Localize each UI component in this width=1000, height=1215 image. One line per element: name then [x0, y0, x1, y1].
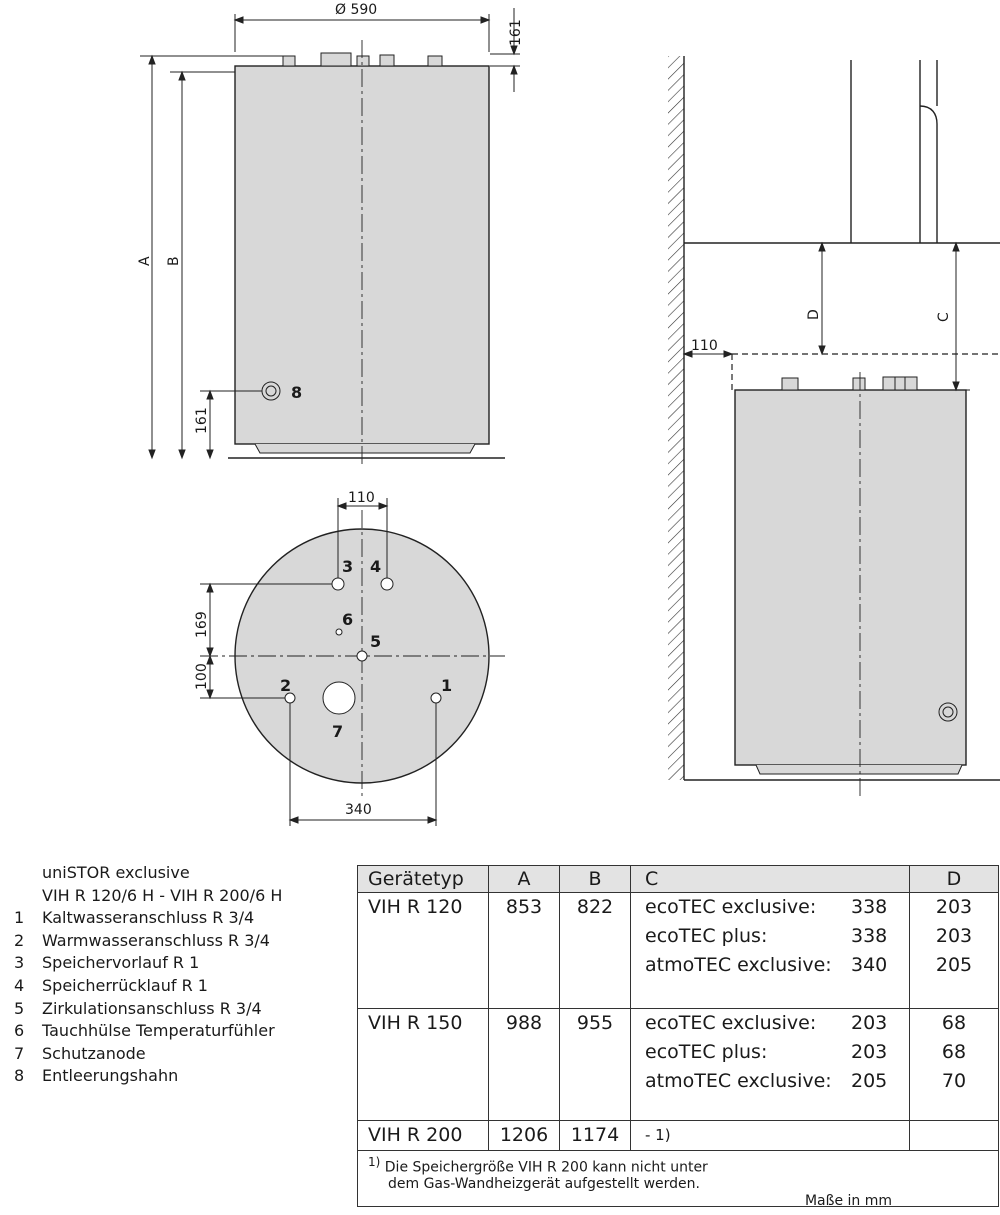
table-row: VIH R 200 1206 1174 - 1): [358, 1121, 998, 1151]
dim-a-label: A: [137, 256, 153, 266]
dimension-table: [357, 865, 999, 1207]
dim-diameter: Ø 590: [335, 2, 377, 18]
header-a: A: [489, 866, 560, 893]
side-view: [668, 56, 1000, 800]
dim-d-label: D: [806, 309, 822, 320]
header-c: C: [631, 866, 910, 893]
top-view: [200, 498, 505, 826]
dim-drain-height: 161: [194, 407, 210, 434]
legend-item: 7 Schutzanode: [14, 1043, 282, 1066]
label-7: 7: [332, 722, 343, 741]
label-2: 2: [280, 676, 291, 695]
front-view: [140, 8, 520, 465]
legend: [14, 862, 282, 1088]
legend-item: 3 Speichervorlauf R 1: [14, 952, 282, 975]
label-5: 5: [370, 632, 381, 651]
header-d: D: [910, 866, 999, 893]
legend-subtitle: VIH R 120/6 H - VIH R 200/6 H: [42, 886, 282, 905]
legend-item: 4 Speicherrücklauf R 1: [14, 975, 282, 998]
dim-c-label: C: [936, 312, 952, 322]
legend-item: 8 Entleerungshahn: [14, 1065, 282, 1088]
dim-spacing-bottom: 340: [345, 802, 372, 818]
dim-wall-offset: 110: [691, 338, 718, 354]
label-6: 6: [342, 610, 353, 629]
units-note: Maße in mm: [805, 1193, 892, 1209]
legend-item: 5 Zirkulationsanschluss R 3/4: [14, 998, 282, 1021]
dim-top-offset: 161: [508, 19, 524, 46]
dim-spacing-top: 110: [348, 490, 375, 506]
legend-item: 6 Tauchhülse Temperaturfühler: [14, 1020, 282, 1043]
header-b: B: [560, 866, 631, 893]
label-8: 8: [291, 383, 302, 402]
label-4: 4: [370, 557, 381, 576]
header-device-type: Gerätetyp: [358, 866, 489, 893]
table-row: VIH R 120 853 822 ecoTEC exclusive: 338 ecoTEC plus: 338 atmoTEC exclusive: 340 203 203 205: [358, 893, 998, 1009]
table-row: VIH R 150 988 955 ecoTEC exclusive: 203 ecoTEC plus: 203 atmoTEC exclusive: 205 68 68 70: [358, 1009, 998, 1121]
legend-title: uniSTOR exclusive: [42, 863, 190, 882]
legend-item: 1 Kaltwasseranschluss R 3/4: [14, 907, 282, 930]
dim-offset-100: 100: [194, 663, 210, 690]
label-3: 3: [342, 557, 353, 576]
table-footnote: $^{1)}$ Die Speichergröße VIH R 200 kann nicht unter dem Gas-Wandheizgerät aufgestellt werden. Maße in mm: [358, 1151, 998, 1215]
label-1: 1: [441, 676, 452, 695]
dim-b-label: B: [166, 256, 182, 266]
legend-item: 2 Warmwasseranschluss R 3/4: [14, 930, 282, 953]
dim-offset-169: 169: [194, 611, 210, 638]
